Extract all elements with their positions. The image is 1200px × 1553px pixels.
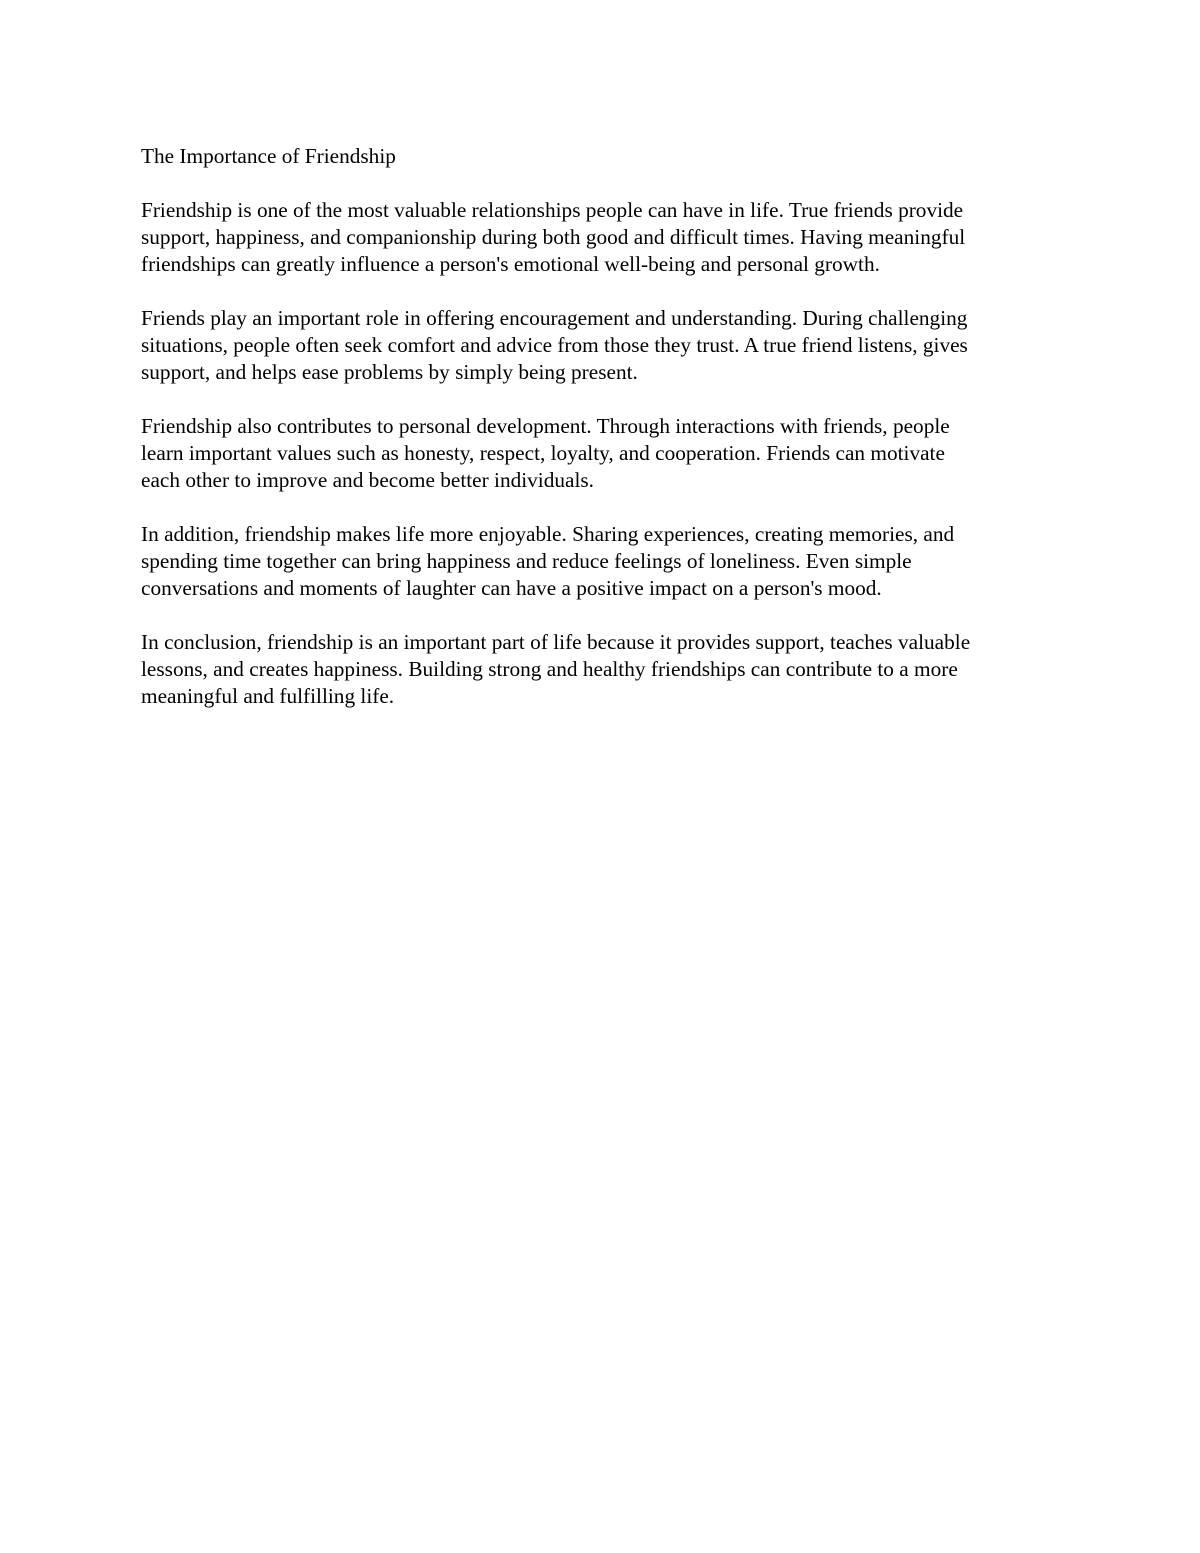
paragraph-line: Friendship is one of the most valuable relationships people can have in life. True friends provide — [141, 198, 964, 222]
paragraph-line: meaningful and fulfilling life. — [141, 684, 395, 708]
document-body — [141, 143, 1061, 737]
document-title: The Importance of Friendship — [141, 144, 396, 168]
paragraph-line: In addition, friendship makes life more enjoyable. Sharing experiences, creating memories, and — [141, 522, 955, 546]
paragraph-3 — [141, 413, 1061, 494]
paragraph-4 — [141, 521, 1061, 602]
paragraph-line: learn important values such as honesty, respect, loyalty, and cooperation. Friends can motivate — [141, 441, 945, 465]
paragraph-line: support, and helps ease problems by simply being present. — [141, 360, 638, 384]
paragraph-line: friendships can greatly influence a person's emotional well-being and personal growth. — [141, 252, 880, 276]
paragraph-line: spending time together can bring happiness and reduce feelings of loneliness. Even simple — [141, 549, 912, 573]
paragraph-line: support, happiness, and companionship during both good and difficult times. Having meaningful — [141, 225, 966, 249]
paragraph-2 — [141, 305, 1061, 386]
paragraph-line: situations, people often seek comfort and advice from those they trust. A true friend listens, gives — [141, 333, 968, 357]
paragraph-line: Friendship also contributes to personal development. Through interactions with friends, people — [141, 414, 950, 438]
paragraph-line: lessons, and creates happiness. Building strong and healthy friendships can contribute to a more — [141, 657, 958, 681]
paragraph-line: conversations and moments of laughter can have a positive impact on a person's mood. — [141, 576, 882, 600]
paragraph-5 — [141, 629, 1061, 710]
paragraph-1 — [141, 197, 1061, 278]
paragraph-line: each other to improve and become better individuals. — [141, 468, 594, 492]
paragraph-line: Friends play an important role in offering encouragement and understanding. During challenging — [141, 306, 968, 330]
paragraph-line: In conclusion, friendship is an important part of life because it provides support, teaches valuable — [141, 630, 971, 654]
